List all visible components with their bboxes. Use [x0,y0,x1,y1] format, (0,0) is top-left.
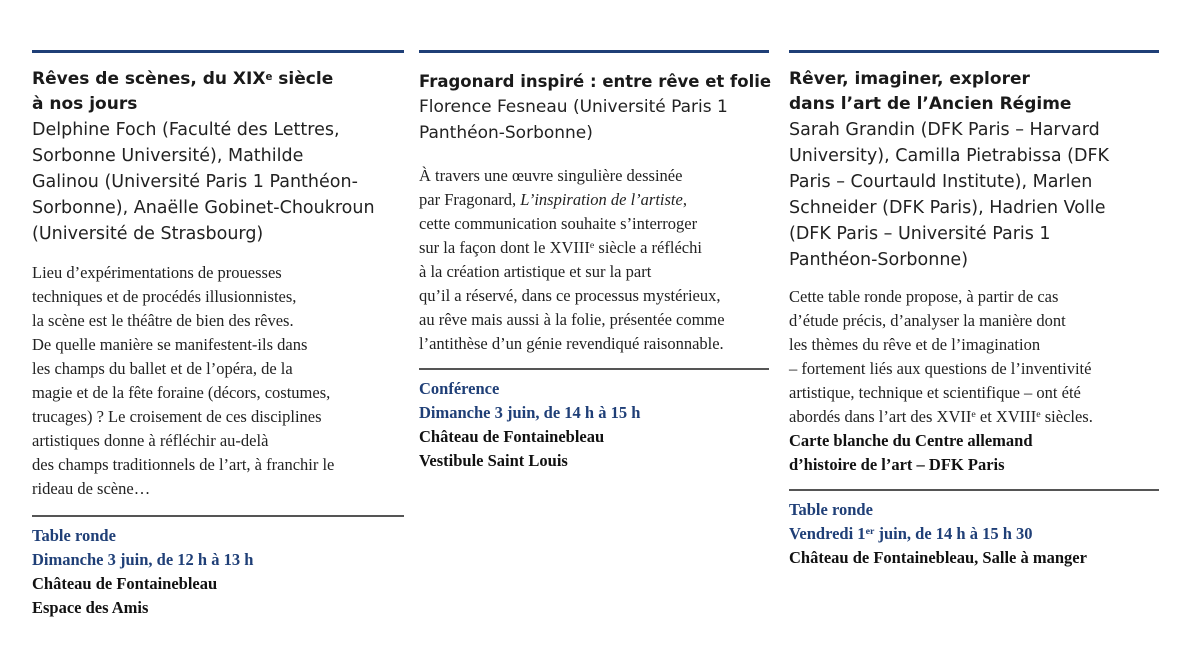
event-session-info [32,524,404,620]
title-line-2: dans l’art de l’Ancien Régime [789,94,1072,114]
title-line-2: à nos jours [32,94,138,114]
author-line: Sarah Grandin (DFK Paris – Harvard [789,120,1100,140]
desc-line: trucages) ? Le croisement de ces disciplines [32,407,322,426]
desc-line [419,188,769,212]
desc-text: , [682,190,687,209]
author-line: Panthéon-Sorbonne) [419,123,593,143]
desc-line: artistiques donne à réfléchir au-delà [32,431,269,450]
century-superscript: e [1036,409,1041,420]
author-line: Panthéon-Sorbonne) [789,250,969,270]
desc-line: les champs du ballet et de l’opéra, de la [32,359,293,378]
desc-line: techniques et de procédés illusionnistes, [32,287,297,306]
event-title [32,67,404,117]
century-superscript: e [971,409,976,420]
desc-line: les thèmes du rêve et de l’imagination [789,335,1041,354]
event-title [419,69,772,94]
title-line-1: Rêver, imaginer, explorer [789,69,1030,89]
section-divider [32,515,404,517]
desc-line: Lieu d’expérimentations de prouesses [32,263,282,282]
event-description [419,164,769,356]
event-session-info [789,498,1159,570]
desc-line [789,405,1159,429]
author-line: Sorbonne Université), Mathilde [32,146,304,166]
event-room: Vestibule Saint Louis [419,451,568,470]
event-column-3 [789,50,1159,570]
desc-line: Cette table ronde propose, à partir de cas [789,287,1059,306]
desc-line: l’antithèse d’un génie revendiqué raisonnable. [419,334,724,353]
event-authors [32,117,404,247]
date-text: Vendredi 1 [789,524,866,543]
title-superscript: e [265,72,273,83]
event-venue: Château de Fontainebleau, Salle à manger [789,548,1087,567]
event-date: Dimanche 3 juin, de 12 h à 13 h [32,550,254,569]
desc-line: des champs traditionnels de l’art, à franchir le [32,455,335,474]
desc-line: cette communication souhaite s’interroger [419,214,698,233]
event-date [789,522,1159,546]
author-line: Schneider (DFK Paris), Hadrien Volle [789,198,1106,218]
desc-line: À travers une œuvre singulière dessinée [419,166,683,185]
artwork-title: L’inspiration de l’artiste [520,190,683,209]
event-date: Dimanche 3 juin, de 14 h à 15 h [419,403,641,422]
event-venue: Château de Fontainebleau [32,574,218,593]
century-superscript: e [589,240,595,251]
desc-line [419,236,769,260]
desc-text: siècle a réfléchi [594,238,702,257]
event-venue: Château de Fontainebleau [419,427,605,446]
section-divider [789,489,1159,491]
event-type: Conférence [419,379,500,398]
author-line: Florence Fesneau (Université Paris 1 [419,97,728,117]
desc-text: et XVIII [975,407,1037,426]
event-authors [789,117,1159,273]
event-type: Table ronde [789,500,873,519]
date-superscript: er [865,526,875,537]
author-line: Sorbonne), Anaëlle Gobinet-Choukroun [32,198,375,218]
desc-line: De quelle manière se manifestent-ils dans [32,335,308,354]
author-line: Paris – Courtauld Institute), Marlen [789,172,1093,192]
desc-line: magie et de la fête foraine (décors, costumes, [32,383,331,402]
desc-line: – fortement liés aux questions de l’inventivité [789,359,1092,378]
title-line-1: Rêves de scènes, du XIX [32,69,266,89]
event-room: Espace des Amis [32,598,149,617]
column-top-rule [419,50,769,53]
desc-text: sur la façon dont le XVIII [419,238,590,257]
author-line: University), Camilla Pietrabissa (DFK [789,146,1110,166]
event-description [32,261,404,501]
event-type: Table ronde [32,526,116,545]
desc-line: d’étude précis, d’analyser la manière dont [789,311,1066,330]
desc-line: rideau de scène… [32,479,151,498]
desc-line: à la création artistique et sur la part [419,262,652,281]
desc-line: artistique, technique et scientifique – ont été [789,383,1081,402]
column-top-rule [32,50,404,53]
author-line: Galinou (Université Paris 1 Panthéon- [32,172,358,192]
author-line: Delphine Foch (Faculté des Lettres, [32,120,340,140]
desc-text: par Fragonard, [419,190,521,209]
desc-line: la scène est le théâtre de bien des rêves. [32,311,294,330]
desc-text: siècles. [1040,407,1093,426]
desc-line: qu’il a réservé, dans ce processus mystérieux, [419,286,721,305]
carte-blanche-line: Carte blanche du Centre allemand [789,431,1033,450]
desc-line: au rêve mais aussi à la folie, présentée comme [419,310,725,329]
event-column-2 [419,50,772,473]
title-line-1: Fragonard inspiré : entre rêve et folie [419,72,772,91]
event-title [789,67,1159,117]
carte-blanche-line: d’histoire de l’art – DFK Paris [789,455,1005,474]
event-description [789,285,1159,477]
desc-text: abordés dans l’art des XVII [789,407,972,426]
title-line-1-end: siècle [272,69,334,89]
event-authors [419,94,769,146]
author-line: (Université de Strasbourg) [32,224,264,244]
section-divider [419,368,769,370]
author-line: (DFK Paris – Université Paris 1 [789,224,1051,244]
date-text: juin, de 14 h à 15 h 30 [874,524,1033,543]
column-top-rule [789,50,1159,53]
event-session-info [419,377,769,473]
event-column-1 [32,50,404,620]
